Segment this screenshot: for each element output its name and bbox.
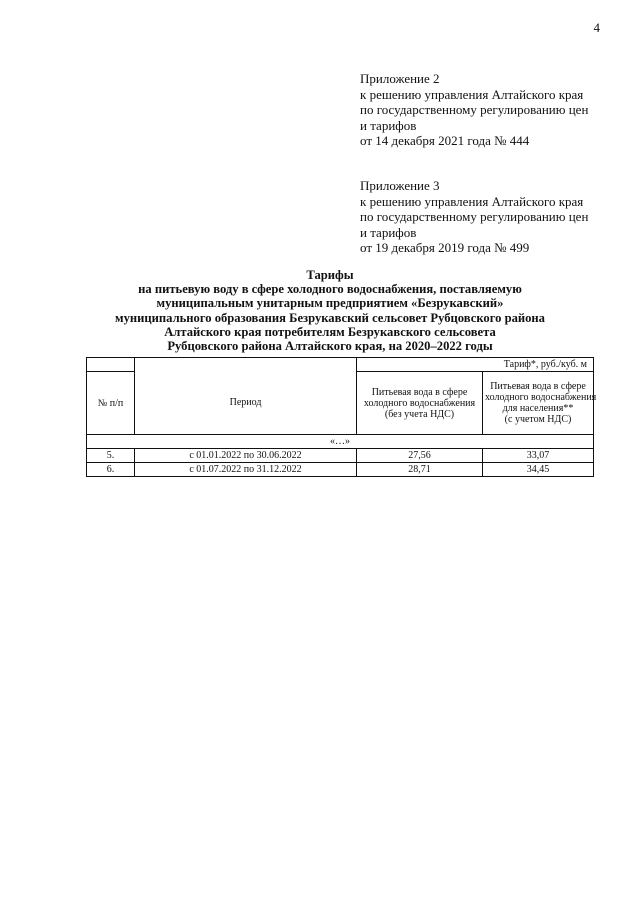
- row-period: с 01.01.2022 по 30.06.2022: [135, 449, 357, 463]
- table-header-row: [87, 372, 594, 435]
- row-tariff-no-vat: 28,71: [357, 463, 483, 477]
- row-tariff-with-vat: 33,07: [483, 449, 594, 463]
- table-header-row: [87, 358, 594, 372]
- appendix-2-line: по государственному регулированию цен: [360, 102, 589, 117]
- row-num: 6.: [87, 463, 135, 477]
- header-tariff-group: Тариф*, руб./куб. м: [357, 358, 594, 372]
- header-line: (с учетом НДС): [504, 414, 572, 425]
- appendix-2-line: от 14 декабря 2021 года № 444: [360, 133, 530, 148]
- appendix-3-header: [360, 178, 605, 256]
- header-period-top: [135, 358, 357, 372]
- header-num-top: [87, 358, 135, 372]
- appendix-2-line: и тарифов: [360, 117, 417, 133]
- header-period: Период: [135, 372, 357, 435]
- header-tariff-no-vat: [357, 372, 483, 435]
- tariff-table: [86, 357, 597, 477]
- title-line: Алтайского края потребителям Безрукавского сельсовета: [164, 324, 496, 339]
- table-row: [87, 463, 594, 477]
- header-line: Питьевая вода в сфере: [371, 386, 468, 398]
- row-tariff-with-vat: 34,45: [483, 463, 594, 477]
- appendix-3-line: и тарифов: [360, 224, 417, 240]
- appendix-2-line: к решению управления Алтайского края: [360, 86, 584, 102]
- header-line: Питьевая вода в сфере: [490, 381, 586, 392]
- page-number: 4: [593, 20, 600, 35]
- table-row: [87, 449, 594, 463]
- header-line: для населения**: [502, 403, 574, 414]
- title-line: Тарифы: [306, 268, 354, 282]
- header-tariff-with-vat: [483, 372, 597, 435]
- appendix-3-line: к решению управления Алтайского края: [360, 193, 584, 209]
- ellipsis-marker: «…»: [87, 435, 594, 449]
- title-line: на питьевую воду в сфере холодного водоснабжения, поставляемую: [138, 282, 522, 297]
- header-line: холодного водоснабжения: [363, 397, 476, 409]
- table-ellipsis-row: [87, 435, 594, 449]
- document-title: [80, 268, 580, 353]
- appendix-3-line: Приложение 3: [360, 178, 440, 193]
- header-line: холодного водоснабжения: [485, 392, 597, 403]
- title-line: муниципальным унитарным предприятием «Безрукавский»: [156, 296, 504, 311]
- appendix-2-line: Приложение 2: [360, 71, 440, 86]
- header-num: № п/п: [87, 372, 135, 435]
- row-num: 5.: [87, 449, 135, 463]
- appendix-2-header: [360, 71, 605, 149]
- title-line: муниципального образования Безрукавский сельсовет Рубцовского района: [115, 310, 545, 325]
- row-period: с 01.07.2022 по 31.12.2022: [135, 463, 357, 477]
- title-line: Рубцовского района Алтайского края, на 2020–2022 годы: [167, 339, 493, 354]
- header-line: (без учета НДС): [384, 408, 455, 420]
- row-tariff-no-vat: 27,56: [357, 449, 483, 463]
- appendix-3-line: от 19 декабря 2019 года № 499: [360, 240, 530, 255]
- appendix-3-line: по государственному регулированию цен: [360, 209, 589, 224]
